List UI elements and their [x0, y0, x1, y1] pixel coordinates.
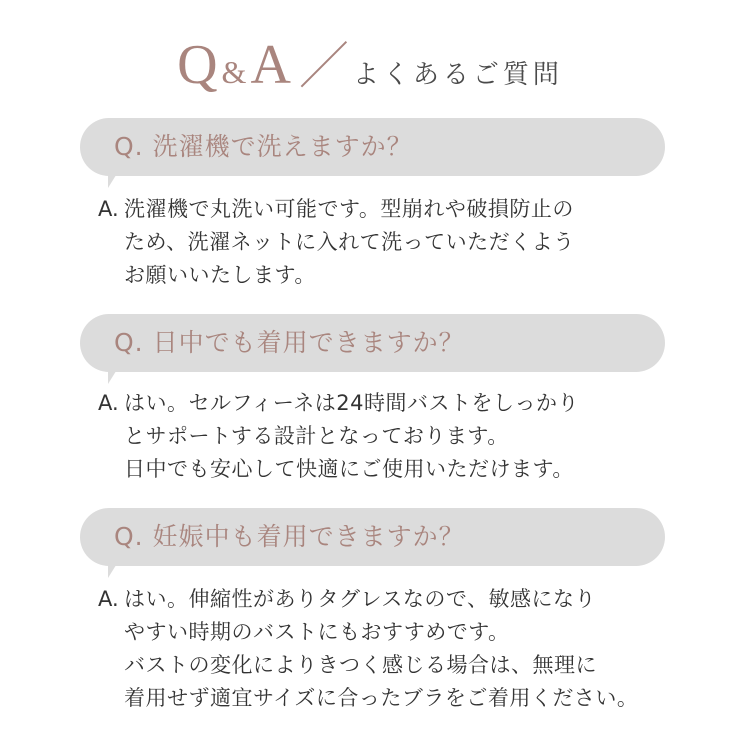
answer-prefix: A. [98, 587, 119, 611]
answer-line: とサポートする設計となっております。 [124, 424, 509, 448]
logo-a: A [250, 34, 291, 96]
answer-line: ため、洗濯ネットに入れて洗っていただくよう [124, 230, 575, 254]
answer-line: バストの変化によりきつく感じる場合は、無理に [124, 653, 597, 677]
question-text: Q. 日中でも着用できますか？ [114, 328, 465, 357]
answer-line: はい。セルフィーネは24時間バストをしっかり [124, 391, 579, 415]
question-bubble [80, 508, 665, 566]
answer-prefix: A. [98, 197, 119, 221]
question-text: Q. 妊娠中も着用できますか？ [114, 522, 465, 551]
question-bubble [80, 118, 665, 176]
answer [98, 193, 698, 292]
bubble-tail [108, 172, 118, 188]
page-header [0, 30, 740, 100]
answer-line: 日中でも安心して快適にご使用いただけます。 [124, 457, 574, 481]
answer-line: はい。伸縮性がありタグレスなので、敏感になり [124, 587, 596, 611]
question-text: Q. 洗濯機で洗えますか？ [114, 132, 413, 161]
question-bubble [80, 314, 665, 372]
answer [98, 387, 698, 486]
answer-line: お願いいたします。 [124, 263, 316, 287]
answer-prefix: A. [98, 391, 119, 415]
bubble-tail [108, 562, 118, 578]
qa-logo [177, 30, 291, 107]
bubble-tail [108, 368, 118, 384]
answer-line: 着用せず適宜サイズに合ったブラをご着用ください。 [124, 686, 639, 710]
answer [98, 583, 698, 715]
logo-q: Q [177, 34, 218, 96]
logo-ampersand: & [221, 54, 247, 90]
answer-line: やすい時期のバストにもおすすめです。 [124, 620, 510, 644]
answer-line: 洗濯機で丸洗い可能です。型崩れや破損防止の [124, 197, 574, 221]
header-slash: ／ [298, 38, 349, 94]
page-title: よくあるご質問 [352, 60, 563, 90]
